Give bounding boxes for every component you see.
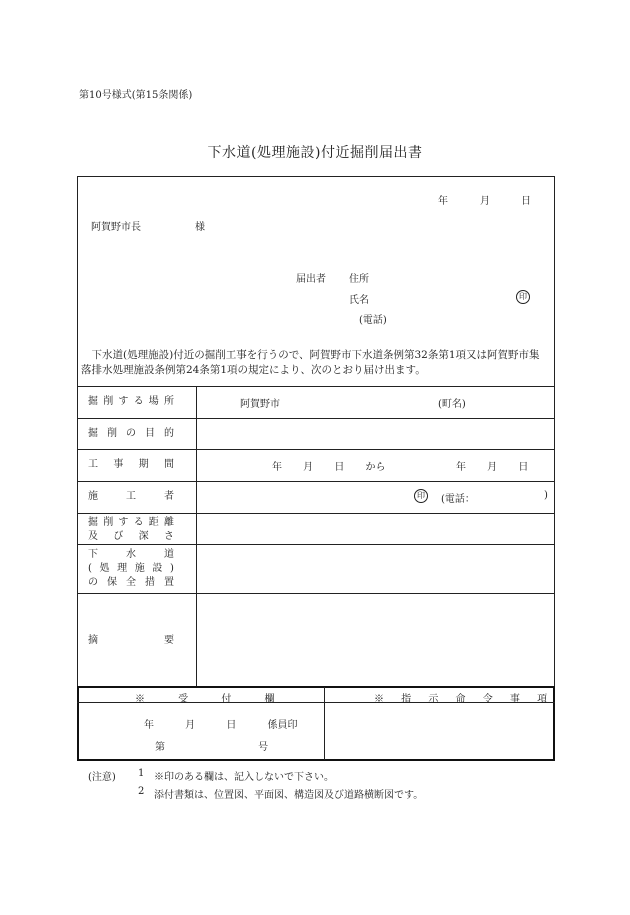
official-column-divider	[324, 687, 325, 760]
period-label	[88, 458, 174, 472]
row-divider	[77, 418, 555, 419]
instruction-header: ※ 指 示 命 令 事 項	[374, 694, 548, 705]
purpose-label-text: 掘 削 の 目 的	[88, 428, 174, 439]
notice-text: 下水道(処理施設)付近の掘削工事を行うので、阿賀野市下水道条例第32条第1項又は阿賀野市集落排水処理施設条例第24条第1項の規定により、次のとおり届け出ます。	[81, 349, 540, 376]
address-label: 住所	[349, 274, 369, 285]
sewer-label	[88, 548, 174, 590]
addressee-sama: 様	[195, 222, 205, 233]
period-from: 年 月 日 から	[272, 462, 386, 473]
period-label-text: 工 事 期 間	[88, 459, 174, 470]
sewer-label-line2: ( 処 理 施 設 )	[88, 563, 174, 574]
note-1: ※印のある欄は、記入しないで下さい。	[154, 772, 334, 783]
page-title: 下水道(処理施設)付近掘削届出書	[207, 145, 423, 161]
distance-label-line2: 及 び 深 さ	[88, 531, 174, 542]
period-to: 年 月 日	[456, 462, 529, 473]
row-divider	[77, 593, 555, 594]
remarks-label	[88, 634, 174, 648]
reception-number: 第 号	[155, 742, 269, 753]
note-1-number: 1	[138, 768, 145, 779]
addressee: 阿賀野市長	[91, 222, 141, 233]
row-divider	[77, 386, 555, 387]
row-divider	[77, 481, 555, 482]
row-divider	[77, 449, 555, 450]
reception-header: ※ 受 付 欄	[135, 694, 275, 705]
distance-label	[88, 516, 174, 544]
remarks-label-text: 摘 要	[88, 635, 174, 646]
contractor-seal-icon: 印	[414, 489, 428, 503]
form-number: 第10号様式(第15条関係)	[79, 90, 193, 101]
purpose-label	[88, 427, 174, 441]
location-city: 阿賀野市	[240, 399, 280, 410]
phone-label: (電話)	[359, 315, 387, 326]
location-label-text: 掘 削 す る 場 所	[88, 396, 174, 407]
applicant-label: 届出者	[296, 274, 326, 285]
distance-label-line1: 掘 削 す る 距 離	[88, 517, 174, 528]
sewer-label-line3: の 保 全 措 置	[88, 577, 174, 588]
notes-label: (注意)	[88, 772, 116, 783]
note-2: 添付書類は、位置図、平面図、構造図及び道路横断図です。	[154, 790, 424, 801]
row-divider	[77, 544, 555, 545]
column-divider	[196, 386, 197, 686]
contractor-phone-close: )	[544, 490, 548, 501]
sewer-label-line1: 下 水 道	[88, 549, 174, 560]
reception-date: 年 月 日 係員印	[144, 720, 298, 731]
location-label	[88, 395, 174, 409]
contractor-phone: (電話：	[441, 494, 475, 505]
header-month: 月	[480, 196, 490, 207]
note-2-number: 2	[138, 786, 145, 797]
header-year: 年	[438, 196, 448, 207]
seal-icon: 印	[516, 290, 530, 304]
location-town: (町名)	[438, 399, 466, 410]
contractor-label-text: 施 工 者	[88, 491, 174, 502]
contractor-label	[88, 490, 174, 504]
row-divider	[77, 513, 555, 514]
header-day: 日	[521, 196, 531, 207]
name-label: 氏名	[349, 295, 369, 306]
